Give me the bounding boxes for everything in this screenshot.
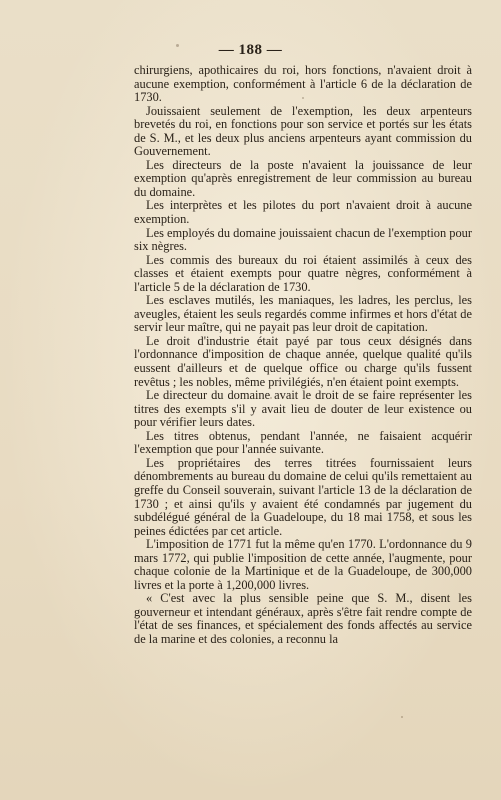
paragraph: Le directeur du domaine avait le droit de se faire représenter les titres des exempts s'il y avait lieu de douter de leur existence ou pour vérifier leurs dates.: [134, 388, 472, 430]
paragraph: Les esclaves mutilés, les maniaques, les ladres, les perclus, les aveugles, étaient les seuls regardés comme infirmes et hors d'état de servir leur maître, qui ne payait pas leur droit de capitation.: [134, 293, 472, 335]
page-number: — 188 —: [218, 42, 283, 58]
paragraph: chirurgiens, apothicaires du roi, hors fonctions, n'avaient droit à aucune exemption, conformément à l'article 6 de la déclaration de 1730.: [134, 63, 472, 105]
paper-spot: [401, 716, 403, 718]
paragraph: Les directeurs de la poste n'avaient la jouissance de leur exemption qu'après enregistrement de leur commission au bureau du domaine.: [134, 157, 472, 199]
paragraph: Les interprètes et les pilotes du port n'avaient droit à aucune exemption.: [134, 198, 472, 227]
paragraph: « C'est avec la plus sensible peine que S. M., disent les gouverneur et intendant généraux, après s'être fait rendre compte de l'état de ses finances, et spécialement des fonds affectés au service de la marine et des colonies, a reconnu la: [134, 591, 472, 646]
body-text: [134, 64, 472, 647]
paragraph: Les propriétaires des terres titrées fournissaient leurs dénombrements au bureau du domaine de celui qu'ils remettaient au greffe du Conseil souverain, suivant l'article 13 de la déclaration de 1730 ; et ainsi qu'ils y avaient été condamnés par jugement du subdélégué général de la Guadeloupe, du 18 mai 1758, et sous les peines édictées par cet article.: [134, 455, 472, 538]
paragraph: Les employés du domaine jouissaient chacun de l'exemption pour six nègres.: [134, 225, 472, 254]
paragraph: Les titres obtenus, pendant l'année, ne faisaient acquérir l'exemption que pour l'année suivante.: [134, 428, 472, 457]
paragraph: Les commis des bureaux du roi étaient assimilés à ceux des classes et étaient exempts pour quatre nègres, conformément à l'article 5 de la déclaration de 1730.: [134, 252, 472, 294]
paragraph: Le droit d'industrie était payé par tous ceux désignés dans l'ordonnance d'imposition de chaque année, quelque qualité qu'ils eussent d'ailleurs et de quelque office ou charge qu'ils fussent revêtus ; les nobles, même privilégiés, n'en étaient point exempts.: [134, 333, 472, 389]
paragraph: Jouissaient seulement de l'exemption, les deux arpenteurs brevetés du roi, en fonctions pour son service et portés sur les états de S. M., et les deux plus anciens arpenteurs ayant commission du Gouvernement.: [134, 103, 472, 159]
paragraph: L'imposition de 1771 fut la même qu'en 1770. L'ordonnance du 9 mars 1772, qui publie l'imposition de cette année, l'augmente, pour chaque colonie de la Martinique et de la Guadeloupe, de 300,000 livres et la porte à 1,200,000 livres.: [134, 537, 472, 592]
